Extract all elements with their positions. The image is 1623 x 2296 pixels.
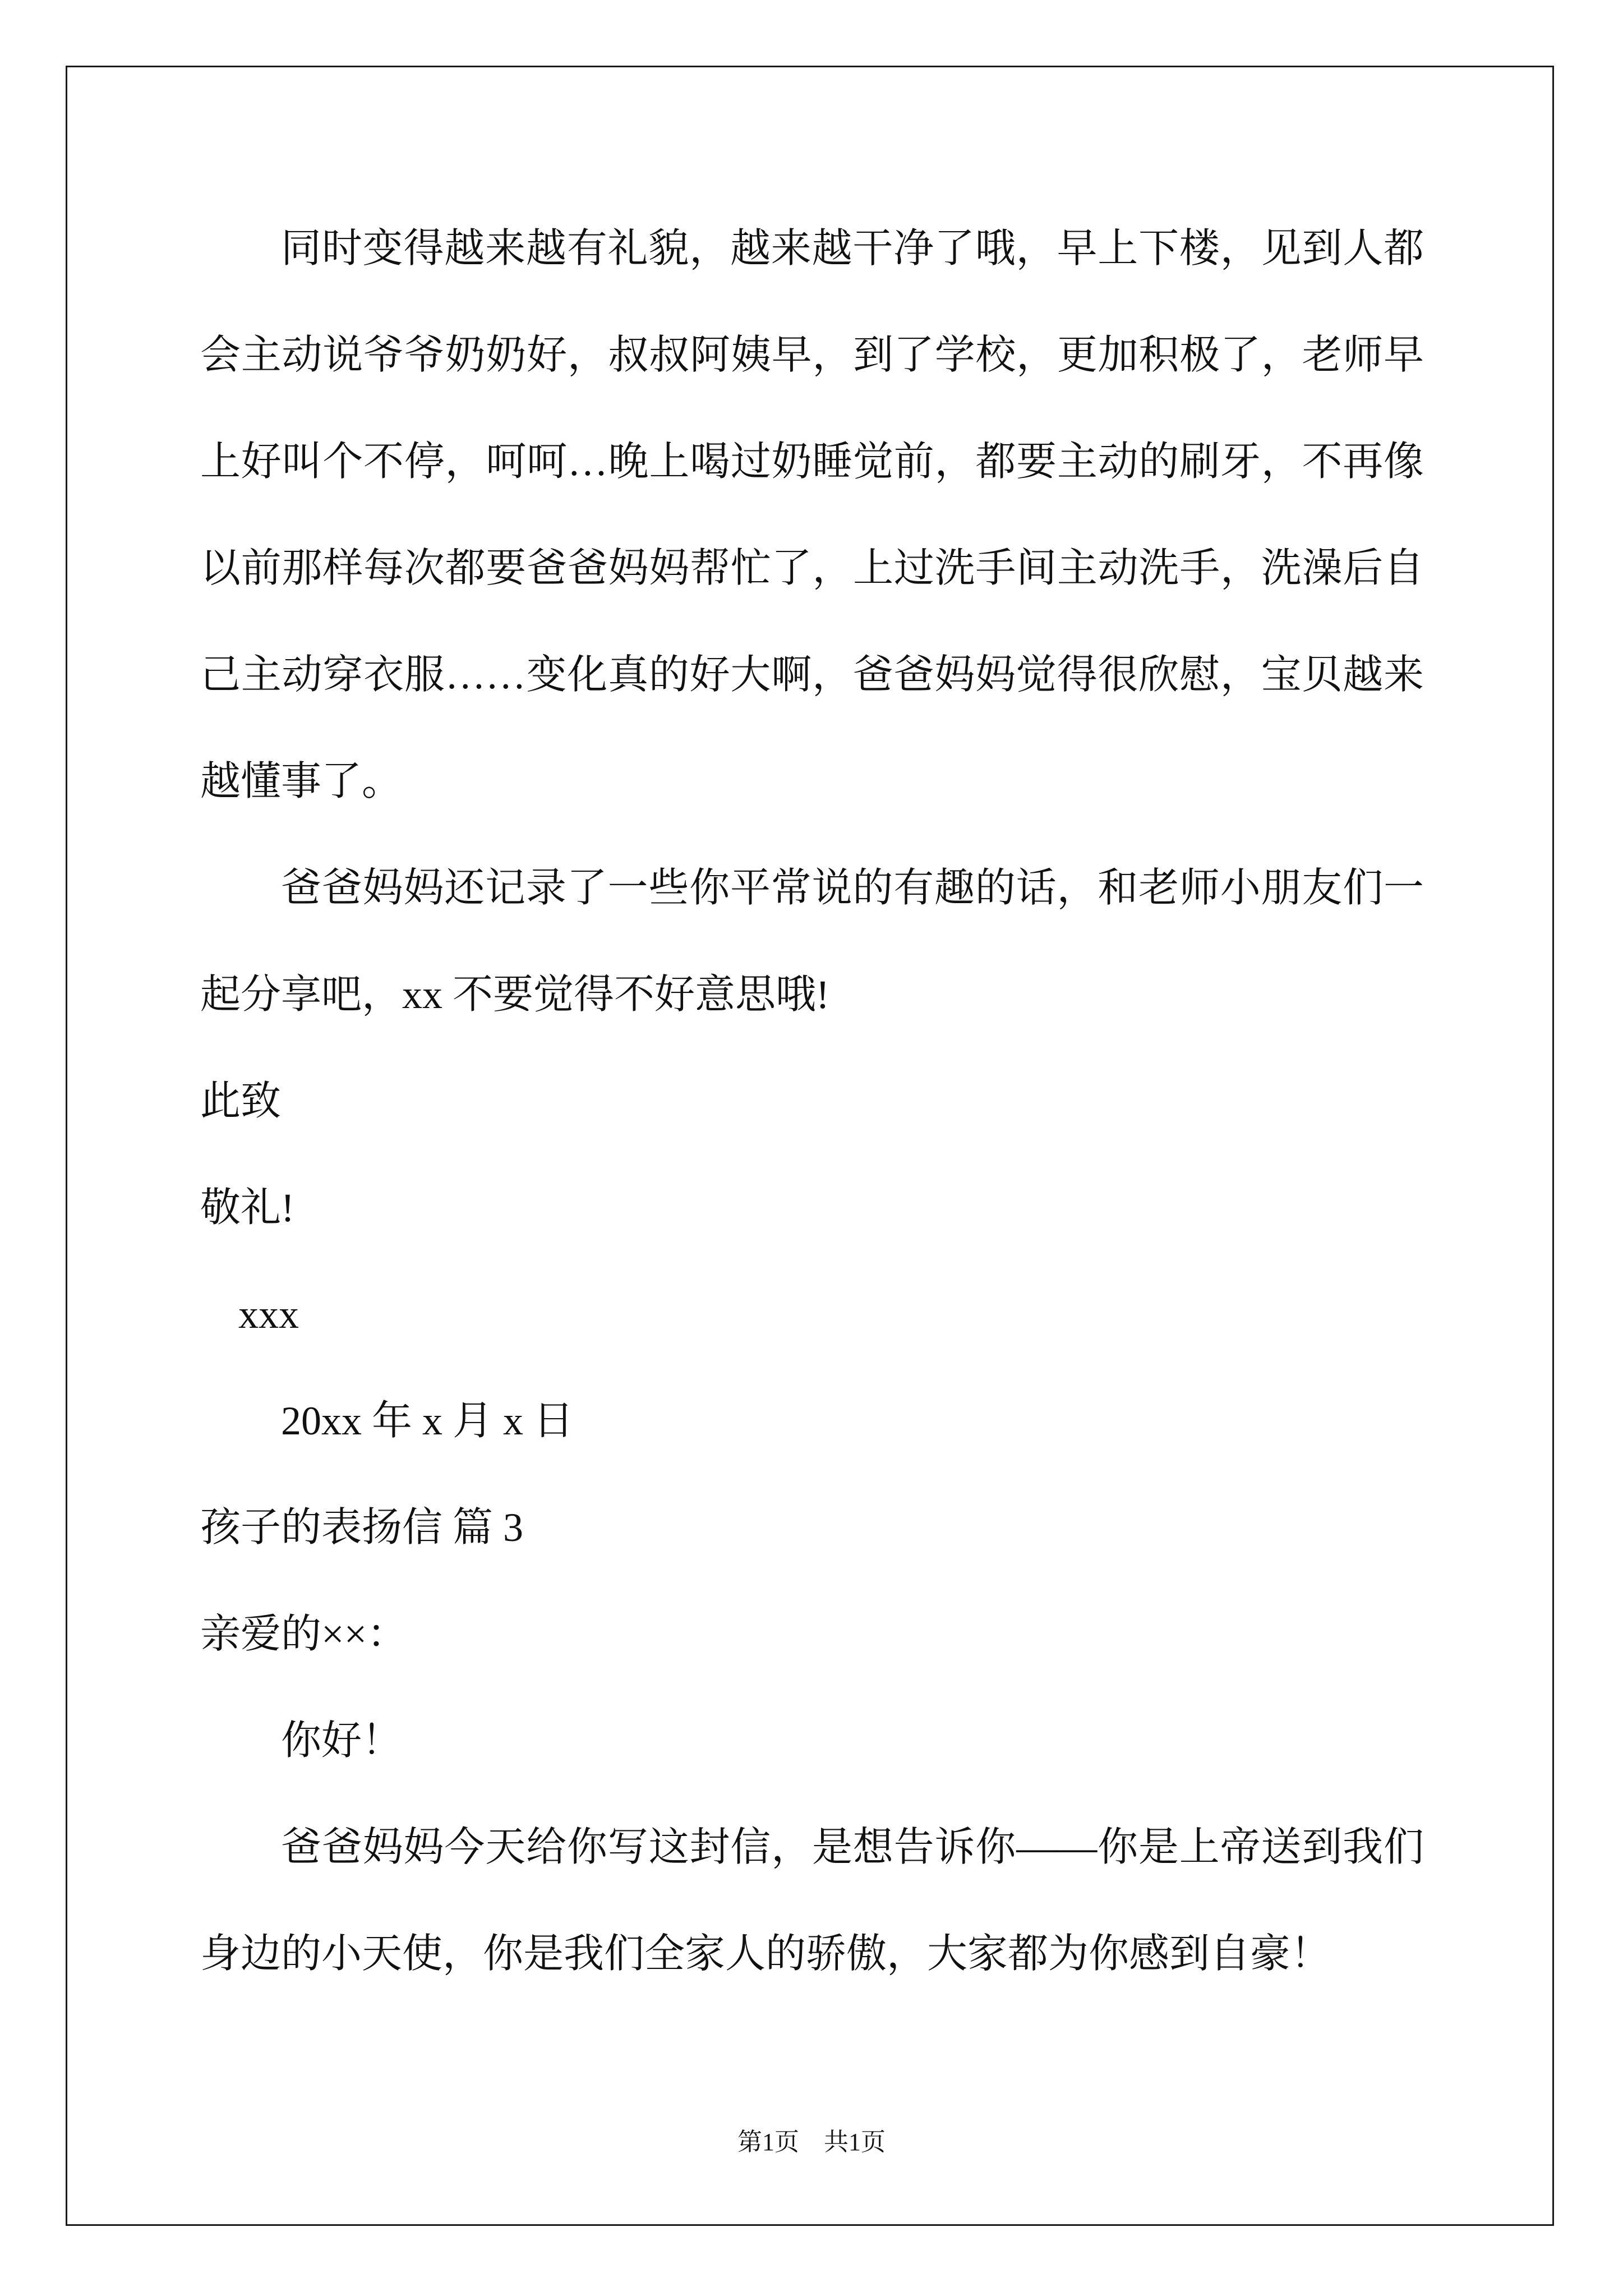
page-footer <box>0 2128 1623 2156</box>
closing-text: 此致 <box>200 1079 282 1124</box>
text-line: 同时变得越来越有礼貌，越来越干净了哦，早上下楼，见到人都 <box>281 226 1424 271</box>
signature: xxx <box>238 1292 299 1337</box>
text-line: 身边的小天使，你是我们全家人的骄傲，大家都为你感到自豪！ <box>200 1931 1331 1976</box>
document-body <box>200 195 1424 2007</box>
page-number: 第1页 <box>737 2128 799 2156</box>
salutation: 亲爱的××： <box>200 1612 408 1657</box>
text-line: 爸爸妈妈还记录了一些你平常说的有趣的话，和老师小朋友们一 <box>281 866 1424 910</box>
paragraph-behavior <box>200 195 1424 835</box>
paragraph-sharing <box>200 835 1424 1048</box>
text-line: 上好叫个不停，呵呵…晚上喝过奶睡觉前，都要主动的刷牙，不再像 <box>200 439 1424 484</box>
section-title: 孩子的表扬信 篇 3 <box>200 1505 524 1550</box>
greeting: 你好！ <box>281 1718 403 1763</box>
letter-date: 20xx 年 x 月 x 日 <box>281 1398 574 1443</box>
text-line: 己主动穿衣服……变化真的好大啊，爸爸妈妈觉得很欣慰，宝贝越来 <box>200 652 1424 697</box>
text-line: 以前那样每次都要爸爸妈妈帮忙了，上过洗手间主动洗手，洗澡后自 <box>200 546 1424 591</box>
text-line: 越懂事了。 <box>200 759 403 804</box>
text-line: 爸爸妈妈今天给你写这封信，是想告诉你——你是上帝送到我们 <box>281 1825 1424 1870</box>
salute-text: 敬礼! <box>200 1185 294 1230</box>
page-total: 共1页 <box>824 2128 886 2156</box>
text-line: 会主动说爷爷奶奶好，叔叔阿姨早，到了学校，更加积极了，老师早 <box>200 333 1424 378</box>
text-line: 起分享吧，xx 不要觉得不好意思哦! <box>200 972 829 1017</box>
paragraph-letter-3 <box>200 1794 1424 2007</box>
